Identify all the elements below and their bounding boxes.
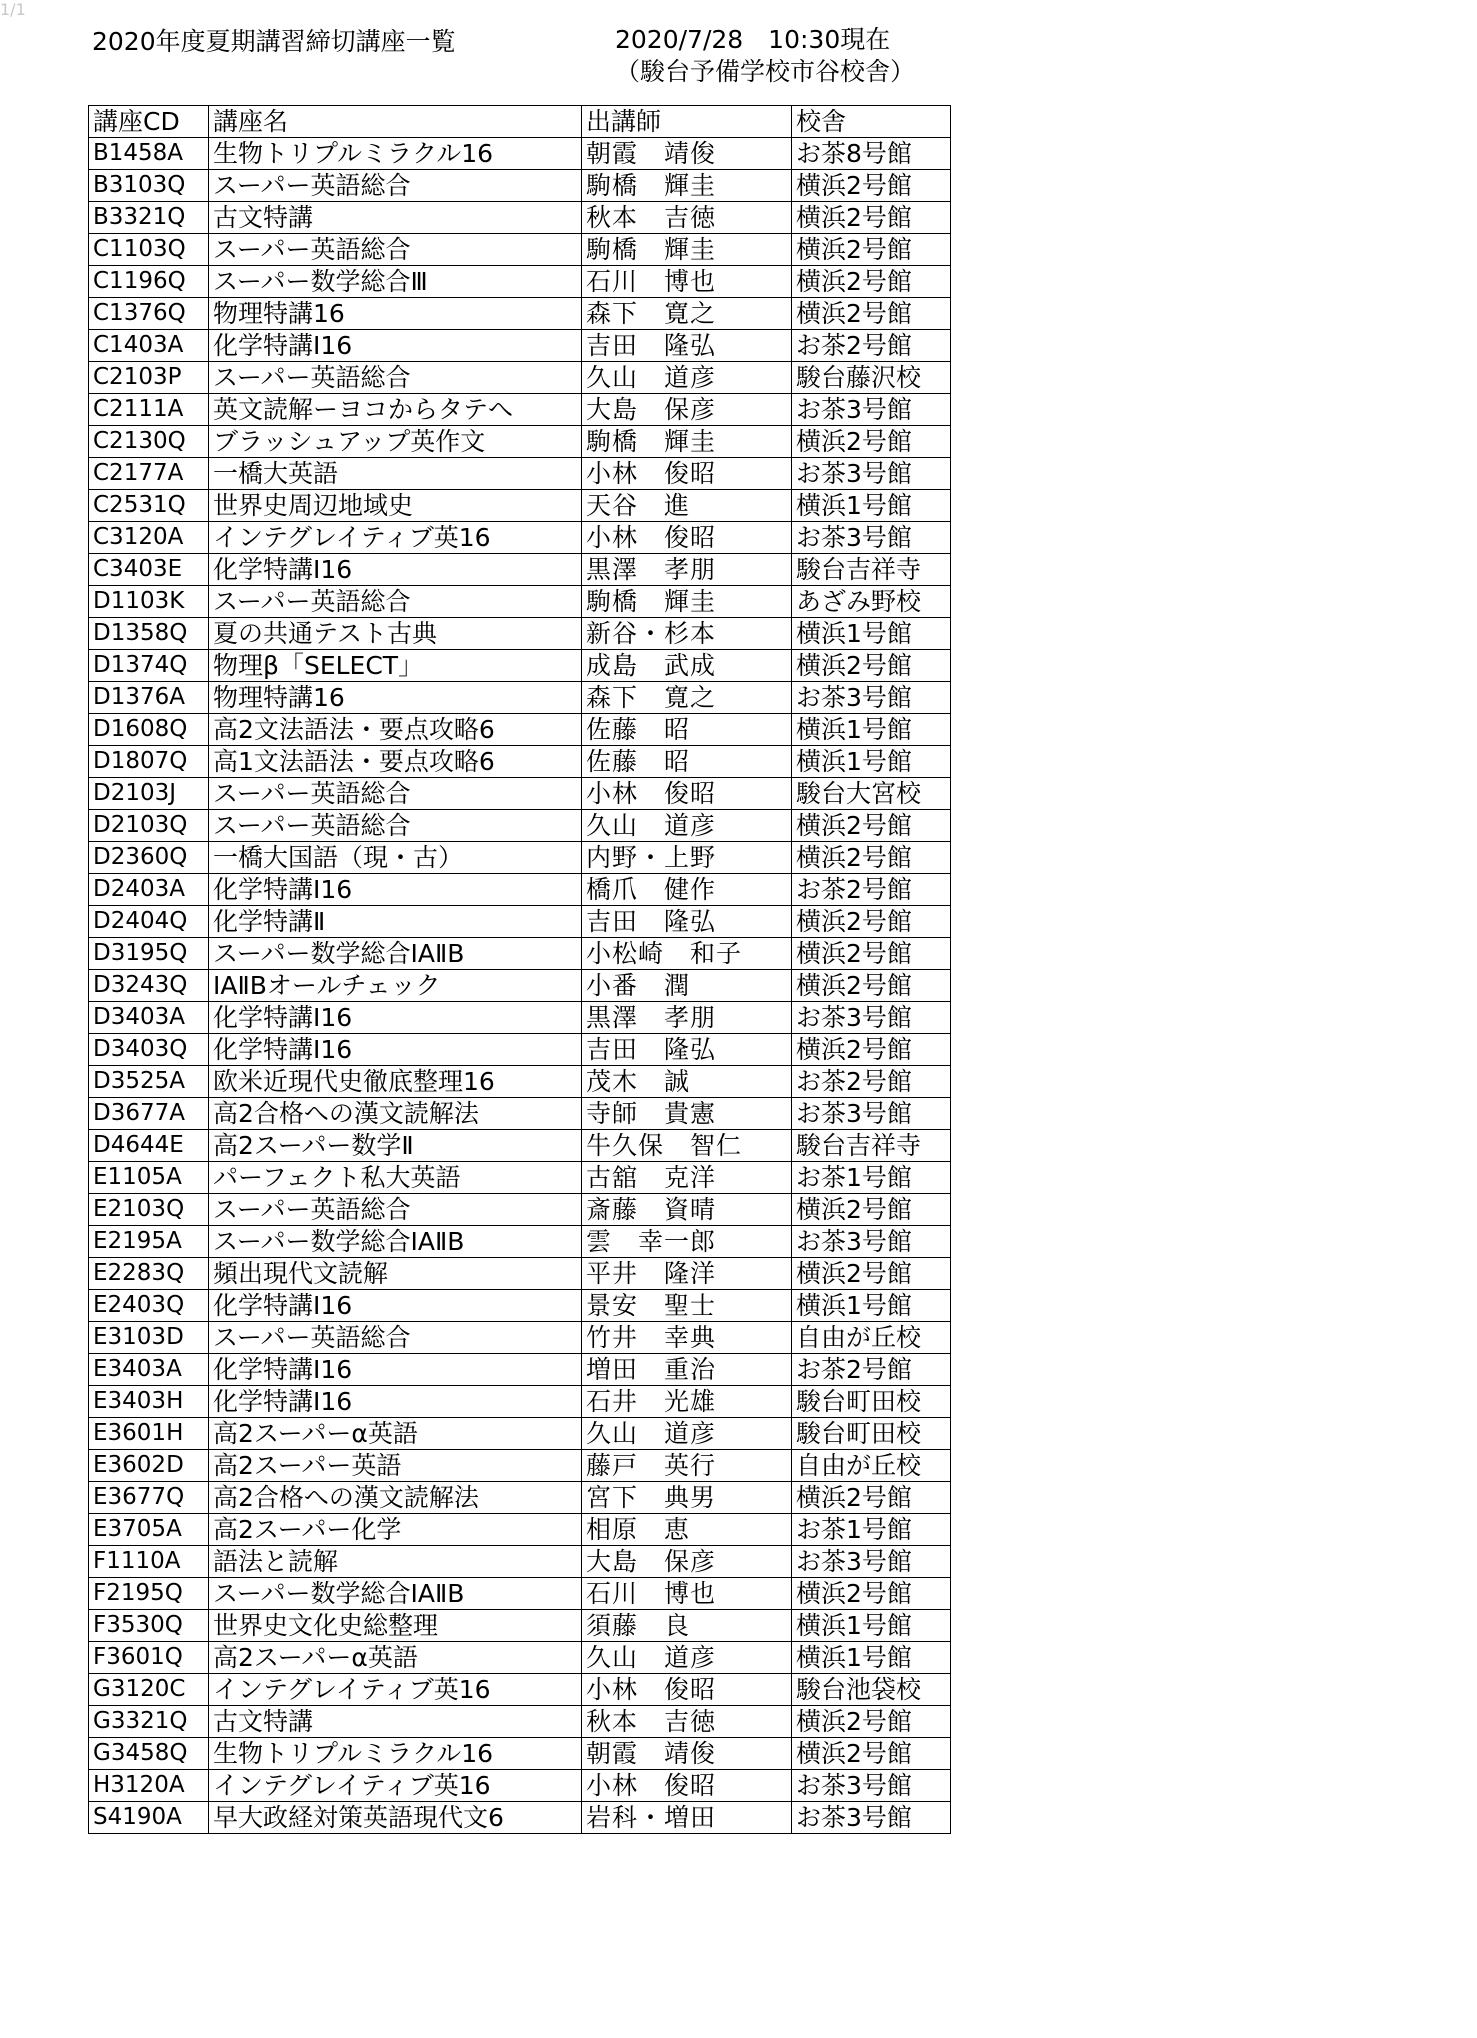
course-code-cell: D2404Q (89, 906, 209, 938)
teacher-cell: 小林 俊昭 (582, 458, 792, 490)
campus-cell: 横浜2号館 (792, 1258, 951, 1290)
campus-cell: お茶2号館 (792, 330, 951, 362)
course-code-cell: D3525A (89, 1066, 209, 1098)
teacher-cell: 景安 聖士 (582, 1290, 792, 1322)
table-row (89, 1034, 951, 1066)
course-name-cell: 物理β「SELECT」 (209, 650, 582, 682)
table-row (89, 490, 951, 522)
course-name-cell: 高2合格への漢文読解法 (209, 1482, 582, 1514)
course-code-cell: G3321Q (89, 1706, 209, 1738)
table-row (89, 778, 951, 810)
table-row (89, 1258, 951, 1290)
course-name-cell: 欧米近現代史徹底整理16 (209, 1066, 582, 1098)
course-name-cell: 生物トリプルミラクル16 (209, 1738, 582, 1770)
table-row (89, 1738, 951, 1770)
teacher-cell: 竹井 幸典 (582, 1322, 792, 1354)
teacher-cell: 久山 道彦 (582, 362, 792, 394)
teacher-cell: 森下 寛之 (582, 682, 792, 714)
campus-cell: 横浜2号館 (792, 906, 951, 938)
course-name-cell: スーパー英語総合 (209, 810, 582, 842)
teacher-cell: 森下 寛之 (582, 298, 792, 330)
table-row (89, 1450, 951, 1482)
table-row (89, 1482, 951, 1514)
campus-cell: 駿台池袋校 (792, 1674, 951, 1706)
table-row (89, 170, 951, 202)
course-code-cell: C2103P (89, 362, 209, 394)
teacher-cell: 大島 保彦 (582, 394, 792, 426)
course-code-cell: D2360Q (89, 842, 209, 874)
course-name-cell: 語法と読解 (209, 1546, 582, 1578)
table-row (89, 810, 951, 842)
course-code-cell: E3403H (89, 1386, 209, 1418)
teacher-cell: 小林 俊昭 (582, 1770, 792, 1802)
campus-cell: お茶8号館 (792, 138, 951, 170)
teacher-cell: 増田 重治 (582, 1354, 792, 1386)
teacher-cell: 駒橋 輝圭 (582, 234, 792, 266)
course-code-cell: F3530Q (89, 1610, 209, 1642)
course-code-cell: D1103K (89, 586, 209, 618)
course-name-cell: 世界史文化史総整理 (209, 1610, 582, 1642)
table-row (89, 1354, 951, 1386)
campus-cell: 横浜2号館 (792, 298, 951, 330)
campus-cell: 横浜2号館 (792, 970, 951, 1002)
course-name-cell: 化学特講Ⅰ16 (209, 1354, 582, 1386)
table-row (89, 1802, 951, 1834)
table-row (89, 874, 951, 906)
course-code-cell: C3403E (89, 554, 209, 586)
teacher-cell: 須藤 良 (582, 1610, 792, 1642)
campus-cell: お茶3号館 (792, 458, 951, 490)
teacher-cell: 石川 博也 (582, 1578, 792, 1610)
table-row (89, 746, 951, 778)
course-name-cell: 夏の共通テスト古典 (209, 618, 582, 650)
table-row (89, 1546, 951, 1578)
teacher-cell: 佐藤 昭 (582, 714, 792, 746)
table-row (89, 1290, 951, 1322)
table-row (89, 330, 951, 362)
campus-cell: 横浜1号館 (792, 746, 951, 778)
table-row (89, 1770, 951, 1802)
course-code-cell: C1103Q (89, 234, 209, 266)
teacher-cell: 新谷・杉本 (582, 618, 792, 650)
table-row (89, 586, 951, 618)
teacher-cell: 藤戸 英行 (582, 1450, 792, 1482)
campus-cell: 横浜2号館 (792, 938, 951, 970)
table-row (89, 1578, 951, 1610)
teacher-cell: 古舘 克洋 (582, 1162, 792, 1194)
course-name-cell: 化学特講Ⅰ16 (209, 1002, 582, 1034)
table-row (89, 1130, 951, 1162)
teacher-cell: 黒澤 孝朋 (582, 1002, 792, 1034)
course-code-cell: H3120A (89, 1770, 209, 1802)
teacher-cell: 成島 武成 (582, 650, 792, 682)
course-name-cell: 高2文法語法・要点攻略6 (209, 714, 582, 746)
teacher-cell: 駒橋 輝圭 (582, 170, 792, 202)
course-code-cell: E1105A (89, 1162, 209, 1194)
table-row (89, 906, 951, 938)
table-row (89, 1514, 951, 1546)
campus-cell: 横浜2号館 (792, 202, 951, 234)
course-name-cell: 高1文法語法・要点攻略6 (209, 746, 582, 778)
campus-cell: 横浜2号館 (792, 650, 951, 682)
table-row (89, 522, 951, 554)
course-code-cell: D1376A (89, 682, 209, 714)
course-name-cell: 化学特講Ⅰ16 (209, 874, 582, 906)
course-name-cell: 化学特講Ⅰ16 (209, 1290, 582, 1322)
campus-cell: 横浜2号館 (792, 1482, 951, 1514)
course-code-cell: D2103Q (89, 810, 209, 842)
course-code-cell: D3403Q (89, 1034, 209, 1066)
course-name-cell: インテグレイティブ英16 (209, 1674, 582, 1706)
table-row (89, 1642, 951, 1674)
campus-cell: 横浜2号館 (792, 1738, 951, 1770)
course-code-cell: D1374Q (89, 650, 209, 682)
teacher-cell: 秋本 吉徳 (582, 1706, 792, 1738)
course-name-cell: 高2スーパーα英語 (209, 1642, 582, 1674)
teacher-cell: 朝霞 靖俊 (582, 138, 792, 170)
campus-cell: 自由が丘校 (792, 1450, 951, 1482)
course-code-cell: C1403A (89, 330, 209, 362)
course-code-cell: E3602D (89, 1450, 209, 1482)
campus-cell: 横浜2号館 (792, 1578, 951, 1610)
table-row (89, 970, 951, 1002)
table-row (89, 842, 951, 874)
course-code-cell: S4190A (89, 1802, 209, 1834)
course-name-cell: 高2スーパー化学 (209, 1514, 582, 1546)
campus-cell: 横浜1号館 (792, 490, 951, 522)
course-name-cell: スーパー数学総合ⅠAⅡB (209, 938, 582, 970)
table-row (89, 554, 951, 586)
campus-cell: 横浜2号館 (792, 1034, 951, 1066)
page-number-mark: 1/1 (0, 0, 26, 19)
table-row (89, 1002, 951, 1034)
table-row (89, 618, 951, 650)
teacher-cell: 岩科・増田 (582, 1802, 792, 1834)
course-code-cell: D2103J (89, 778, 209, 810)
column-header-campus: 校舎 (792, 106, 951, 138)
course-name-cell: スーパー英語総合 (209, 1194, 582, 1226)
teacher-cell: 内野・上野 (582, 842, 792, 874)
campus-cell: お茶3号館 (792, 682, 951, 714)
course-code-cell: G3458Q (89, 1738, 209, 1770)
timestamp-label: 2020/7/28 10:30現在 (615, 25, 891, 54)
teacher-cell: 石井 光雄 (582, 1386, 792, 1418)
table-row (89, 394, 951, 426)
teacher-cell: 黒澤 孝朋 (582, 554, 792, 586)
course-name-cell: 一橋大国語（現・古） (209, 842, 582, 874)
campus-cell: お茶3号館 (792, 1770, 951, 1802)
campus-cell: お茶3号館 (792, 1098, 951, 1130)
course-code-cell: D3243Q (89, 970, 209, 1002)
course-code-cell: F3601Q (89, 1642, 209, 1674)
course-code-cell: C1196Q (89, 266, 209, 298)
campus-cell: お茶2号館 (792, 1066, 951, 1098)
campus-cell: 横浜2号館 (792, 426, 951, 458)
column-header-course-code: 講座CD (89, 106, 209, 138)
course-name-cell: スーパー英語総合 (209, 234, 582, 266)
campus-cell: お茶3号館 (792, 1002, 951, 1034)
course-code-cell: F2195Q (89, 1578, 209, 1610)
table-row (89, 938, 951, 970)
course-code-cell: D2403A (89, 874, 209, 906)
teacher-cell: 雲 幸一郎 (582, 1226, 792, 1258)
teacher-cell: 駒橋 輝圭 (582, 426, 792, 458)
course-name-cell: ブラッシュアップ英作文 (209, 426, 582, 458)
campus-cell: 横浜2号館 (792, 1706, 951, 1738)
course-name-cell: 生物トリプルミラクル16 (209, 138, 582, 170)
teacher-cell: 寺師 貴憲 (582, 1098, 792, 1130)
course-table (88, 105, 951, 1834)
teacher-cell: 相原 恵 (582, 1514, 792, 1546)
course-name-cell: 物理特講16 (209, 682, 582, 714)
teacher-cell: 小松崎 和子 (582, 938, 792, 970)
column-header-teacher: 出講師 (582, 106, 792, 138)
course-name-cell: スーパー英語総合 (209, 1322, 582, 1354)
campus-cell: 横浜1号館 (792, 714, 951, 746)
course-name-cell: スーパー英語総合 (209, 586, 582, 618)
campus-cell: お茶1号館 (792, 1162, 951, 1194)
campus-cell: あざみ野校 (792, 586, 951, 618)
campus-cell: お茶3号館 (792, 1226, 951, 1258)
table-row (89, 458, 951, 490)
campus-cell: 駿台藤沢校 (792, 362, 951, 394)
table-row (89, 682, 951, 714)
teacher-cell: 久山 道彦 (582, 810, 792, 842)
campus-cell: 横浜1号館 (792, 618, 951, 650)
course-name-cell: インテグレイティブ英16 (209, 1770, 582, 1802)
course-code-cell: F1110A (89, 1546, 209, 1578)
campus-cell: 横浜1号館 (792, 1610, 951, 1642)
campus-cell: 駿台大宮校 (792, 778, 951, 810)
teacher-cell: 宮下 典男 (582, 1482, 792, 1514)
teacher-cell: 吉田 隆弘 (582, 330, 792, 362)
campus-cell: 横浜2号館 (792, 170, 951, 202)
table-row (89, 1418, 951, 1450)
course-code-cell: E3403A (89, 1354, 209, 1386)
table-row (89, 426, 951, 458)
course-name-cell: 化学特講Ⅰ16 (209, 554, 582, 586)
campus-cell: 駿台吉祥寺 (792, 1130, 951, 1162)
table-row (89, 362, 951, 394)
teacher-cell: 平井 隆洋 (582, 1258, 792, 1290)
course-code-cell: D3677A (89, 1098, 209, 1130)
table-row (89, 202, 951, 234)
course-code-cell: C2177A (89, 458, 209, 490)
course-name-cell: 高2スーパー数学Ⅱ (209, 1130, 582, 1162)
course-name-cell: パーフェクト私大英語 (209, 1162, 582, 1194)
campus-cell: お茶2号館 (792, 874, 951, 906)
course-name-cell: インテグレイティブ英16 (209, 522, 582, 554)
table-row (89, 138, 951, 170)
course-name-cell: 化学特講Ⅱ (209, 906, 582, 938)
course-code-cell: E3601H (89, 1418, 209, 1450)
teacher-cell: 久山 道彦 (582, 1642, 792, 1674)
course-name-cell: 早大政経対策英語現代文6 (209, 1802, 582, 1834)
course-name-cell: 頻出現代文読解 (209, 1258, 582, 1290)
table-row (89, 1226, 951, 1258)
course-code-cell: E2195A (89, 1226, 209, 1258)
table-header-row (89, 106, 951, 138)
course-name-cell: スーパー英語総合 (209, 362, 582, 394)
course-code-cell: D3195Q (89, 938, 209, 970)
course-name-cell: 高2合格への漢文読解法 (209, 1098, 582, 1130)
table-row (89, 1066, 951, 1098)
campus-cell: 駿台吉祥寺 (792, 554, 951, 586)
teacher-cell: 茂木 誠 (582, 1066, 792, 1098)
teacher-cell: 秋本 吉徳 (582, 202, 792, 234)
course-code-cell: E3103D (89, 1322, 209, 1354)
course-code-cell: G3120C (89, 1674, 209, 1706)
table-row (89, 1386, 951, 1418)
teacher-cell: 天谷 進 (582, 490, 792, 522)
teacher-cell: 牛久保 智仁 (582, 1130, 792, 1162)
course-code-cell: C2130Q (89, 426, 209, 458)
course-code-cell: E3677Q (89, 1482, 209, 1514)
table-row (89, 234, 951, 266)
campus-cell: 駿台町田校 (792, 1386, 951, 1418)
course-code-cell: E2283Q (89, 1258, 209, 1290)
course-code-cell: C2111A (89, 394, 209, 426)
course-code-cell: D3403A (89, 1002, 209, 1034)
table-row (89, 298, 951, 330)
course-code-cell: D1807Q (89, 746, 209, 778)
table-row (89, 1194, 951, 1226)
course-code-cell: E2403Q (89, 1290, 209, 1322)
campus-cell: 横浜1号館 (792, 1642, 951, 1674)
campus-cell: 横浜1号館 (792, 1290, 951, 1322)
table-row (89, 266, 951, 298)
campus-cell: お茶3号館 (792, 1802, 951, 1834)
course-name-cell: 化学特講Ⅰ16 (209, 1034, 582, 1066)
teacher-cell: 駒橋 輝圭 (582, 586, 792, 618)
campus-cell: 横浜2号館 (792, 266, 951, 298)
column-header-course-name: 講座名 (209, 106, 582, 138)
campus-cell: 横浜2号館 (792, 1194, 951, 1226)
course-code-cell: E2103Q (89, 1194, 209, 1226)
course-name-cell: 古文特講 (209, 1706, 582, 1738)
teacher-cell: 小林 俊昭 (582, 522, 792, 554)
teacher-cell: 久山 道彦 (582, 1418, 792, 1450)
course-code-cell: C2531Q (89, 490, 209, 522)
campus-cell: お茶3号館 (792, 394, 951, 426)
table-row (89, 1674, 951, 1706)
table-row (89, 1098, 951, 1130)
campus-cell: 駿台町田校 (792, 1418, 951, 1450)
course-name-cell: 高2スーパー英語 (209, 1450, 582, 1482)
teacher-cell: 斎藤 資晴 (582, 1194, 792, 1226)
course-name-cell: スーパー数学総合ⅠAⅡB (209, 1578, 582, 1610)
course-code-cell: D4644E (89, 1130, 209, 1162)
teacher-cell: 朝霞 靖俊 (582, 1738, 792, 1770)
teacher-cell: 吉田 隆弘 (582, 906, 792, 938)
campus-cell: お茶3号館 (792, 1546, 951, 1578)
teacher-cell: 小番 潤 (582, 970, 792, 1002)
course-code-cell: E3705A (89, 1514, 209, 1546)
course-name-cell: 世界史周辺地域史 (209, 490, 582, 522)
course-name-cell: 化学特講Ⅰ16 (209, 330, 582, 362)
teacher-cell: 小林 俊昭 (582, 1674, 792, 1706)
course-code-cell: C3120A (89, 522, 209, 554)
table-body (89, 138, 951, 1834)
course-name-cell: スーパー英語総合 (209, 170, 582, 202)
campus-cell: 横浜2号館 (792, 810, 951, 842)
teacher-cell: 大島 保彦 (582, 1546, 792, 1578)
table-row (89, 1610, 951, 1642)
course-name-cell: スーパー数学総合ⅠAⅡB (209, 1226, 582, 1258)
course-name-cell: 物理特講16 (209, 298, 582, 330)
course-name-cell: 古文特講 (209, 202, 582, 234)
document-title: 2020年度夏期講習締切講座一覧 (92, 27, 456, 56)
campus-cell: 自由が丘校 (792, 1322, 951, 1354)
teacher-cell: 石川 博也 (582, 266, 792, 298)
campus-cell: お茶1号館 (792, 1514, 951, 1546)
campus-cell: 横浜2号館 (792, 234, 951, 266)
table-row (89, 714, 951, 746)
course-code-cell: C1376Q (89, 298, 209, 330)
teacher-cell: 橋爪 健作 (582, 874, 792, 906)
school-label: （駿台予備学校市谷校舎） (615, 57, 916, 86)
course-code-cell: B3321Q (89, 202, 209, 234)
campus-cell: お茶3号館 (792, 522, 951, 554)
course-name-cell: 一橋大英語 (209, 458, 582, 490)
course-name-cell: ⅠAⅡBオールチェック (209, 970, 582, 1002)
campus-cell: お茶2号館 (792, 1354, 951, 1386)
course-code-cell: D1608Q (89, 714, 209, 746)
table-row (89, 650, 951, 682)
course-name-cell: 英文読解ーヨコからタテへ (209, 394, 582, 426)
course-name-cell: 化学特講Ⅰ16 (209, 1386, 582, 1418)
course-code-cell: B3103Q (89, 170, 209, 202)
teacher-cell: 吉田 隆弘 (582, 1034, 792, 1066)
course-name-cell: 高2スーパーα英語 (209, 1418, 582, 1450)
table-row (89, 1706, 951, 1738)
course-code-cell: B1458A (89, 138, 209, 170)
table-row (89, 1322, 951, 1354)
teacher-cell: 小林 俊昭 (582, 778, 792, 810)
teacher-cell: 佐藤 昭 (582, 746, 792, 778)
course-code-cell: D1358Q (89, 618, 209, 650)
table-row (89, 1162, 951, 1194)
campus-cell: 横浜2号館 (792, 842, 951, 874)
course-name-cell: スーパー数学総合Ⅲ (209, 266, 582, 298)
course-name-cell: スーパー英語総合 (209, 778, 582, 810)
